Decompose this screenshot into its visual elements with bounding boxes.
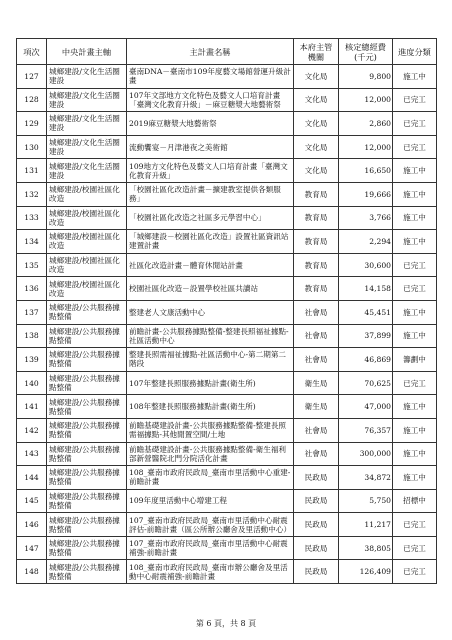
cell-project-name: 108_臺南市政府民政局_臺南市辦公廳舍及里活動中心耐震補強-前瞻計畫 [127, 560, 294, 584]
cell-budget: 9,800 [339, 65, 393, 89]
cell-agency: 文化局 [294, 65, 339, 89]
table-row [17, 112, 437, 136]
cell-axis: 城鄉建設/校園社區化改造 [47, 253, 127, 277]
cell-project-name: 107年文部地方文化特色及藝文人口培育計畫「臺灣文化教育升級」－麻豆糖漿大地藝術祭 [127, 88, 294, 112]
cell-project-name: 108年整建長照服務據點計畫(衛生所) [127, 395, 294, 419]
cell-status: 招標中 [393, 489, 437, 513]
cell-budget: 76,357 [339, 418, 393, 442]
cell-status: 已完工 [393, 513, 437, 537]
cell-project-name: 「城鄉建設－校園社區化改造」設置社區資訊站建置計畫 [127, 230, 294, 254]
cell-budget: 19,666 [339, 182, 393, 206]
table-row [17, 536, 437, 560]
cell-project-name: 社區化改造計畫－體育休閒站計畫 [127, 253, 294, 277]
table-row [17, 466, 437, 490]
cell-budget: 34,872 [339, 466, 393, 490]
cell-agency: 文化局 [294, 112, 339, 136]
cell-status: 已完工 [393, 371, 437, 395]
cell-budget: 16,650 [339, 159, 393, 183]
table-row [17, 65, 437, 89]
cell-status: 已完工 [393, 560, 437, 584]
cell-axis: 城鄉建設/公共服務據點整備 [47, 371, 127, 395]
cell-no: 134 [17, 230, 47, 254]
cell-axis: 城鄉建設/公共服務據點整備 [47, 324, 127, 348]
cell-status: 已完工 [393, 536, 437, 560]
cell-agency: 民政局 [294, 513, 339, 537]
cell-agency: 教育局 [294, 277, 339, 301]
cell-agency: 民政局 [294, 466, 339, 490]
cell-agency: 民政局 [294, 560, 339, 584]
header-axis: 中央計畫主軸 [47, 39, 127, 65]
table-row [17, 324, 437, 348]
table-row [17, 159, 437, 183]
table-row [17, 560, 437, 584]
budget-table-sheet [16, 38, 436, 584]
cell-axis: 城鄉建設/文化生活圈建設 [47, 65, 127, 89]
cell-no: 140 [17, 371, 47, 395]
table-row [17, 206, 437, 230]
cell-status: 已完工 [393, 112, 437, 136]
cell-project-name: 108_臺南市政府民政局_臺南市里活動中心重建-前瞻計畫 [127, 466, 294, 490]
project-table [16, 38, 437, 584]
cell-status: 施工中 [393, 418, 437, 442]
cell-agency: 社會局 [294, 300, 339, 324]
cell-no: 147 [17, 536, 47, 560]
cell-no: 144 [17, 466, 47, 490]
cell-no: 131 [17, 159, 47, 183]
cell-no: 141 [17, 395, 47, 419]
cell-no: 137 [17, 300, 47, 324]
cell-agency: 教育局 [294, 182, 339, 206]
cell-axis: 城鄉建設/校園社區化改造 [47, 277, 127, 301]
cell-project-name: 校園社區化改造－設置學校社區共讀站 [127, 277, 294, 301]
cell-status: 施工中 [393, 65, 437, 89]
cell-agency: 文化局 [294, 135, 339, 159]
cell-budget: 300,000 [339, 442, 393, 466]
header-no: 項次 [17, 39, 47, 65]
header-budget: 核定總經費(千元) [339, 39, 393, 65]
cell-agency: 社會局 [294, 418, 339, 442]
cell-axis: 城鄉建設/校園社區化改造 [47, 230, 127, 254]
cell-axis: 城鄉建設/文化生活圈建設 [47, 88, 127, 112]
cell-status: 施工中 [393, 182, 437, 206]
header-agency: 本府主管機關 [294, 39, 339, 65]
cell-status: 施工中 [393, 324, 437, 348]
cell-project-name: 整建長照需福祉據點-社區活動中心-第二期第二階段 [127, 348, 294, 372]
cell-no: 129 [17, 112, 47, 136]
cell-status: 施工中 [393, 395, 437, 419]
cell-budget: 45,451 [339, 300, 393, 324]
cell-agency: 社會局 [294, 442, 339, 466]
cell-status: 已完工 [393, 135, 437, 159]
cell-status: 施工中 [393, 206, 437, 230]
cell-axis: 城鄉建設/公共服務據點整備 [47, 300, 127, 324]
cell-no: 130 [17, 135, 47, 159]
cell-project-name: 107_臺南市政府民政局_臺南市里活動中心耐震評估-前瞻計畫（區公所辦公廳舍及里活動中心） [127, 513, 294, 537]
cell-project-name: 臺南DNA－臺南市109年度藝文場館營運升級計畫 [127, 65, 294, 89]
cell-no: 138 [17, 324, 47, 348]
cell-agency: 文化局 [294, 159, 339, 183]
cell-project-name: 流動饗宴－月津港夜之美術館 [127, 135, 294, 159]
cell-project-name: 前瞻基礎建設計畫-公共服務據點整備-衛生福利部新營醫院北門分院活化計畫 [127, 442, 294, 466]
cell-status: 施工中 [393, 466, 437, 490]
cell-project-name: 107年整建長照服務據點計畫(衛生所) [127, 371, 294, 395]
cell-axis: 城鄉建設/校園社區化改造 [47, 206, 127, 230]
table-row [17, 182, 437, 206]
cell-budget: 12,000 [339, 88, 393, 112]
cell-project-name: 「校園社區化改造計畫－擴建教室提供各類服務」 [127, 182, 294, 206]
cell-no: 133 [17, 206, 47, 230]
cell-agency: 社會局 [294, 324, 339, 348]
table-row [17, 253, 437, 277]
table-body [17, 65, 437, 584]
cell-budget: 2,294 [339, 230, 393, 254]
table-row [17, 135, 437, 159]
cell-budget: 70,625 [339, 371, 393, 395]
cell-budget: 2,860 [339, 112, 393, 136]
cell-no: 146 [17, 513, 47, 537]
table-row [17, 371, 437, 395]
table-row [17, 348, 437, 372]
cell-axis: 城鄉建設/公共服務據點整備 [47, 348, 127, 372]
cell-budget: 14,158 [339, 277, 393, 301]
cell-project-name: 107_臺南市政府民政局_臺南市里活動中心耐震補強-前瞻計畫 [127, 536, 294, 560]
cell-agency: 教育局 [294, 230, 339, 254]
cell-axis: 城鄉建設/公共服務據點整備 [47, 560, 127, 584]
cell-budget: 38,805 [339, 536, 393, 560]
cell-no: 136 [17, 277, 47, 301]
cell-axis: 城鄉建設/文化生活圈建設 [47, 135, 127, 159]
cell-agency: 衛生局 [294, 395, 339, 419]
cell-agency: 民政局 [294, 489, 339, 513]
cell-agency: 民政局 [294, 536, 339, 560]
table-row [17, 513, 437, 537]
cell-no: 132 [17, 182, 47, 206]
cell-project-name: 前瞻計畫-公共服務據點整備-整建長照福祉據點-社區活動中心 [127, 324, 294, 348]
cell-axis: 城鄉建設/公共服務據點整備 [47, 418, 127, 442]
table-header-row [17, 39, 437, 65]
cell-budget: 30,600 [339, 253, 393, 277]
cell-budget: 46,869 [339, 348, 393, 372]
cell-axis: 城鄉建設/公共服務據點整備 [47, 513, 127, 537]
cell-budget: 126,409 [339, 560, 393, 584]
cell-axis: 城鄉建設/校園社區化改造 [47, 182, 127, 206]
header-status: 進度分類 [393, 39, 437, 65]
cell-project-name: 「校園社區化改造之社區多元學習中心」 [127, 206, 294, 230]
cell-status: 施工中 [393, 230, 437, 254]
cell-agency: 教育局 [294, 206, 339, 230]
cell-no: 148 [17, 560, 47, 584]
cell-axis: 城鄉建設/公共服務據點整備 [47, 395, 127, 419]
cell-budget: 37,899 [339, 324, 393, 348]
cell-agency: 衛生局 [294, 371, 339, 395]
cell-budget: 12,000 [339, 135, 393, 159]
page-footer: 第 6 頁，共 8 頁 [195, 619, 257, 628]
cell-no: 139 [17, 348, 47, 372]
cell-axis: 城鄉建設/文化生活圈建設 [47, 159, 127, 183]
table-row [17, 88, 437, 112]
cell-project-name: 整建老人文康活動中心 [127, 300, 294, 324]
cell-project-name: 109年度里活動中心增建工程 [127, 489, 294, 513]
cell-status: 已完工 [393, 277, 437, 301]
cell-no: 145 [17, 489, 47, 513]
cell-status: 籌劃中 [393, 348, 437, 372]
cell-axis: 城鄉建設/公共服務據點整備 [47, 536, 127, 560]
cell-axis: 城鄉建設/公共服務據點整備 [47, 466, 127, 490]
table-row [17, 489, 437, 513]
cell-no: 127 [17, 65, 47, 89]
cell-status: 已完工 [393, 88, 437, 112]
cell-budget: 11,217 [339, 513, 393, 537]
cell-axis: 城鄉建設/公共服務據點整備 [47, 442, 127, 466]
cell-no: 143 [17, 442, 47, 466]
cell-status: 施工中 [393, 442, 437, 466]
cell-no: 135 [17, 253, 47, 277]
cell-project-name: 109地方文化特色及藝文人口培育計畫「臺灣文化教育升級」 [127, 159, 294, 183]
table-row [17, 395, 437, 419]
header-name: 主計畫名稱 [127, 39, 294, 65]
cell-agency: 社會局 [294, 348, 339, 372]
cell-budget: 5,750 [339, 489, 393, 513]
cell-status: 已完工 [393, 253, 437, 277]
cell-no: 128 [17, 88, 47, 112]
cell-agency: 文化局 [294, 88, 339, 112]
table-row [17, 300, 437, 324]
cell-budget: 47,000 [339, 395, 393, 419]
table-row [17, 230, 437, 254]
cell-axis: 城鄉建設/文化生活圈建設 [47, 112, 127, 136]
cell-project-name: 2019麻豆糖漿大地藝術祭 [127, 112, 294, 136]
cell-project-name: 前瞻基礎建設計畫-公共服務據點整備-整建長照需福據點-其他閒置空間/土地 [127, 418, 294, 442]
cell-status: 施工中 [393, 300, 437, 324]
cell-agency: 教育局 [294, 253, 339, 277]
cell-axis: 城鄉建設/公共服務據點整備 [47, 489, 127, 513]
table-row [17, 277, 437, 301]
cell-budget: 3,766 [339, 206, 393, 230]
cell-status: 施工中 [393, 159, 437, 183]
cell-no: 142 [17, 418, 47, 442]
table-row [17, 442, 437, 466]
table-row [17, 418, 437, 442]
